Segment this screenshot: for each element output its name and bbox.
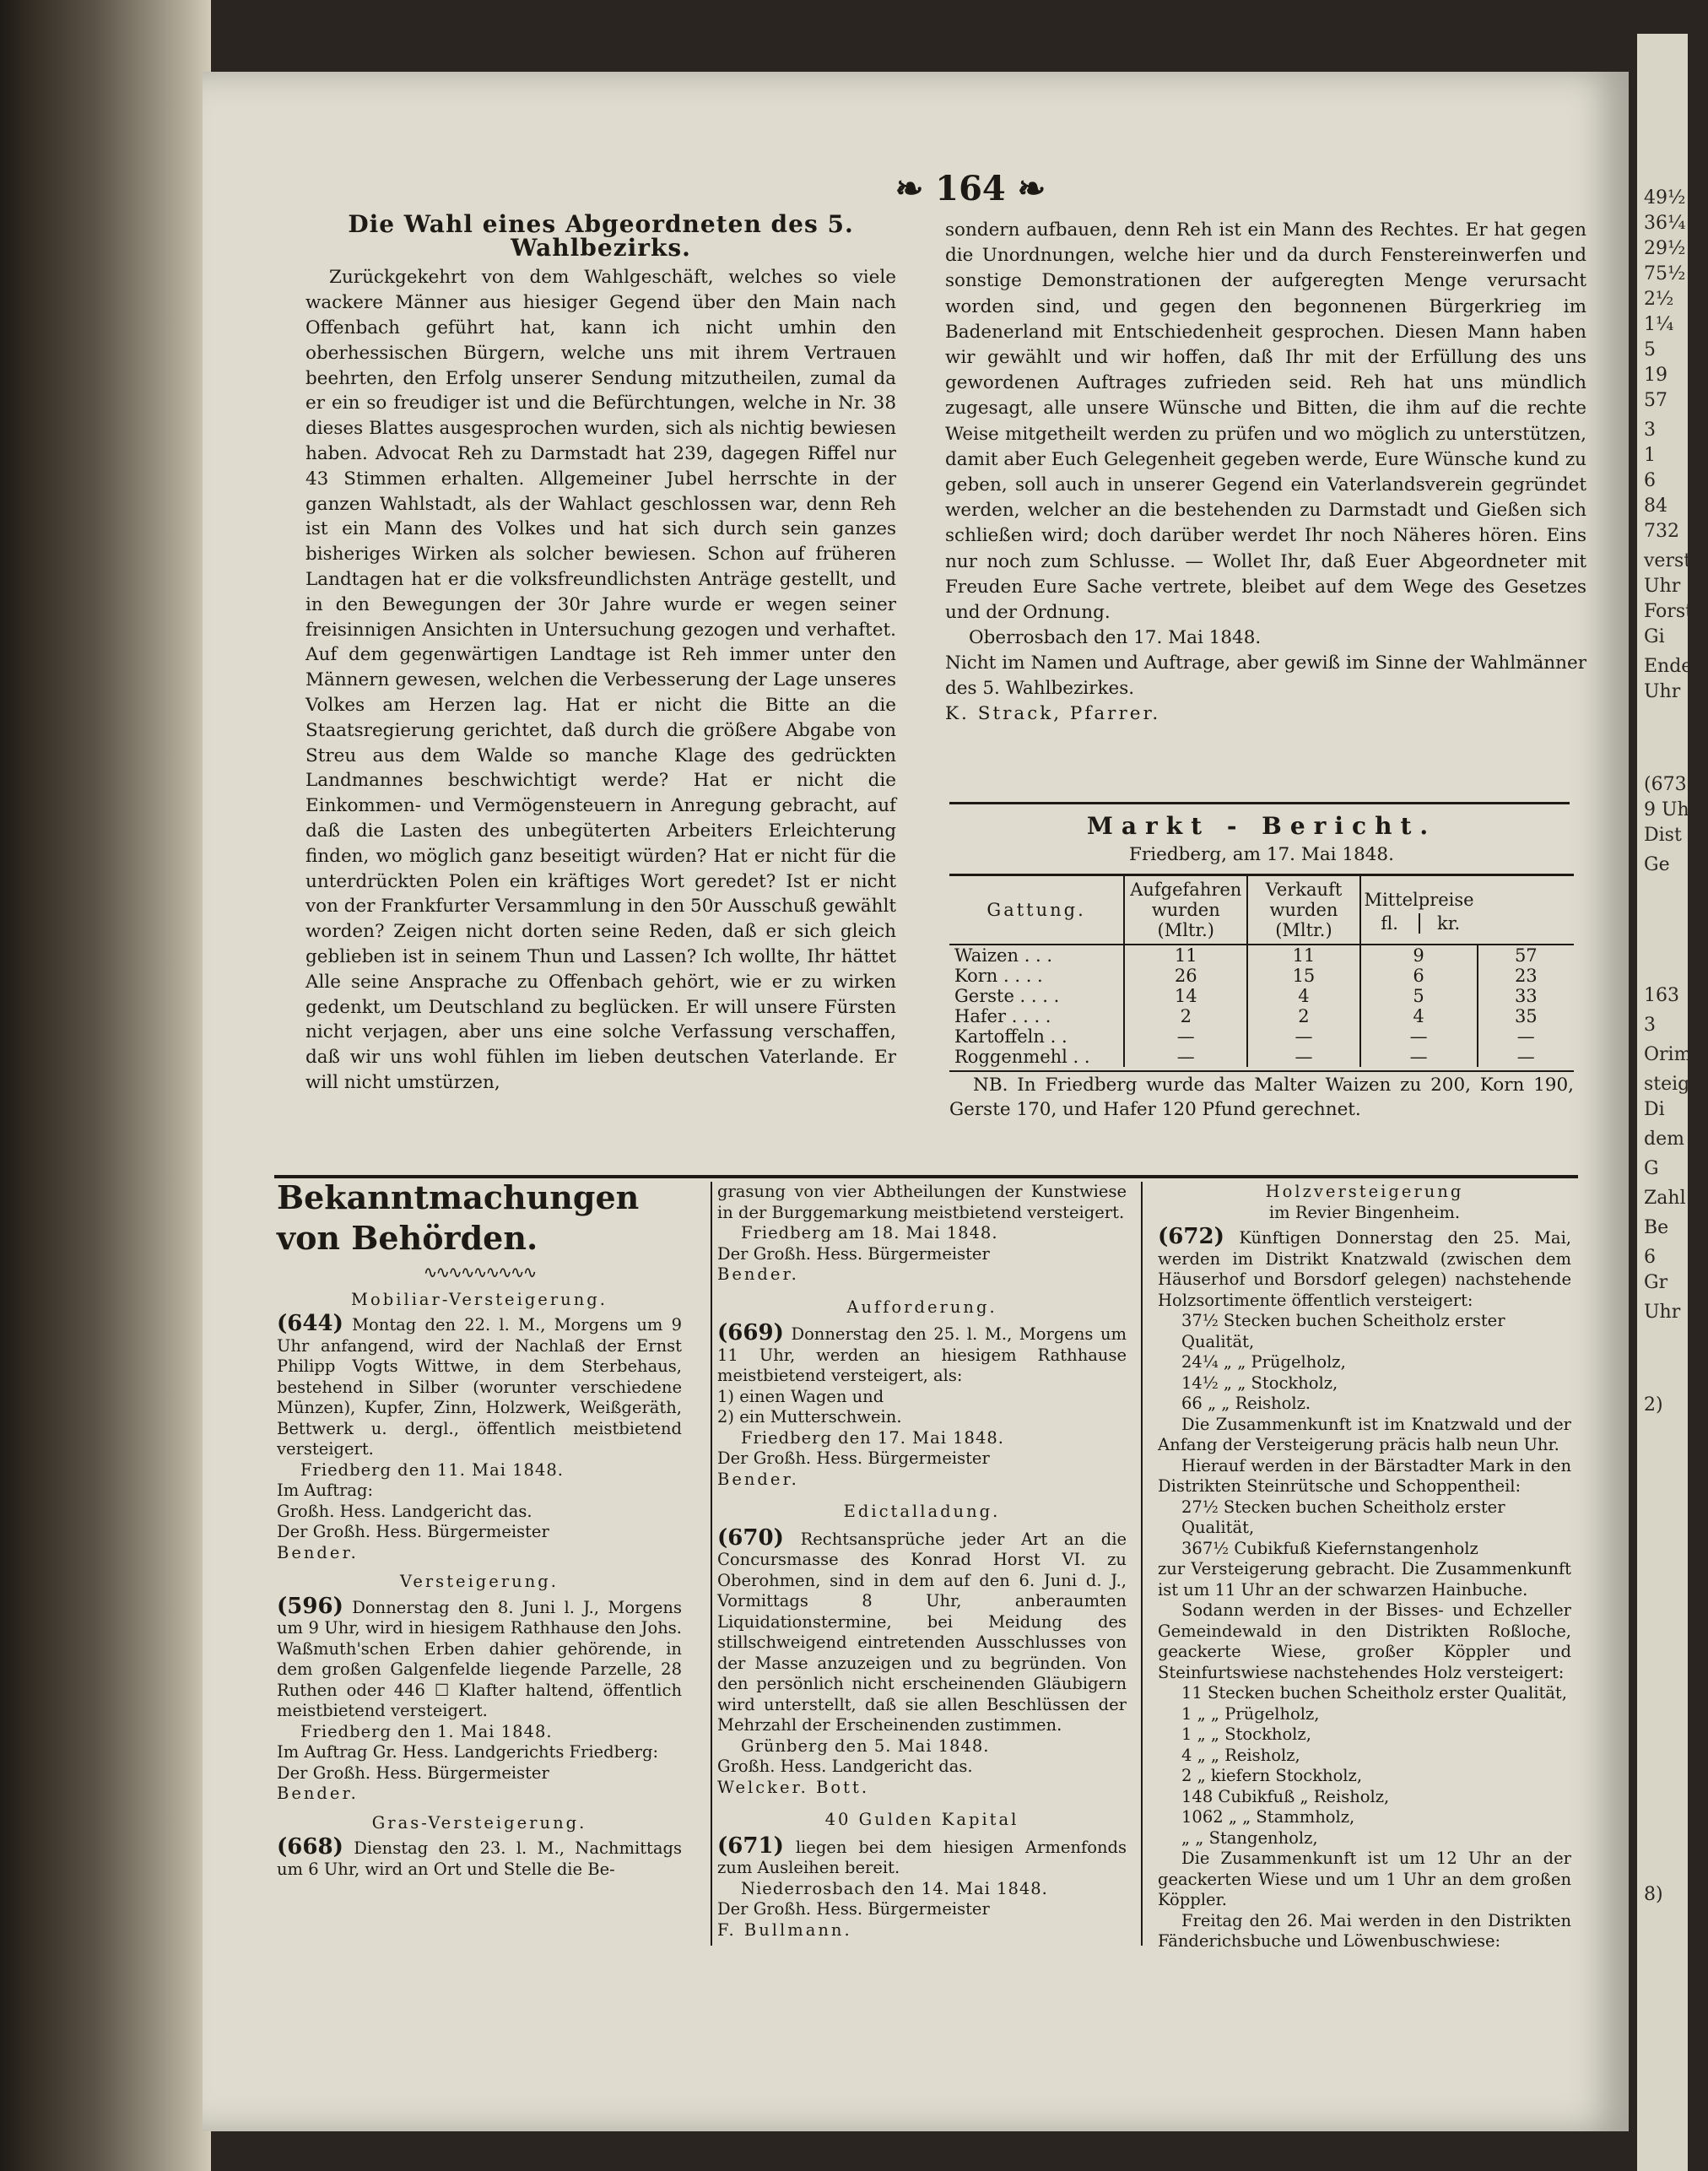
kapital-title: 40 Gulden Kapital [824, 1810, 1019, 1829]
market-cell-brought: 11 [1124, 945, 1247, 966]
market-cell-sold: 15 [1247, 966, 1359, 986]
market-row [949, 1026, 1574, 1047]
column-divider-2 [1141, 1182, 1143, 1946]
market-table-body [949, 945, 1574, 1067]
market-row [949, 1006, 1574, 1026]
header-avg [1360, 876, 1478, 945]
header-brought-label: Aufgefahren wurden (Mltr.) [1130, 880, 1242, 941]
mobiliar-title: Mobiliar-Versteigerung. [351, 1289, 608, 1309]
page-number: ❧ 164 ❧ [895, 169, 1046, 208]
article-closing: Nicht im Namen und Auftrage, aber gewiß im Sinne der Wahlmänner des 5. Wahlbezirkes. [945, 652, 1586, 700]
market-cell-sold: 2 [1247, 1006, 1359, 1026]
adjacent-page-fragment: Orim [1644, 1044, 1692, 1065]
market-table-bottom-rule [949, 1070, 1574, 1072]
market-cell-kr: 23 [1478, 966, 1574, 986]
notice-672-number: (672) [1158, 1224, 1224, 1249]
adjacent-page-fragment: verstei [1644, 550, 1708, 571]
adjacent-page-fragment: 163 [1644, 985, 1679, 1006]
wood-list-item: 1 „ „ Stockholz, [1181, 1724, 1311, 1744]
adjacent-page-fragment: 75½ [1644, 263, 1686, 284]
notice-644-date: Friedberg den 11. Mai 1848. [300, 1459, 564, 1480]
adjacent-page-fragment: G [1644, 1158, 1659, 1179]
notice-669-sig: Der Großh. Hess. Bürgermeister [717, 1448, 990, 1468]
market-cell-sold: 11 [1247, 945, 1359, 966]
market-row [949, 945, 1574, 966]
gras-title: Gras-Versteigerung. [371, 1812, 587, 1833]
market-cell-brought: — [1124, 1047, 1247, 1067]
notice-596-sig2: Der Großh. Hess. Bürgermeister [277, 1762, 549, 1783]
adjacent-page-fragment: Forst [1644, 601, 1693, 622]
holz-paragraph-5: Sodann werden in der Bisses- und Echzeller Gemeindewald in den Distrikten Roßloche, geackerte Wiese, großer Köppler und Steinfurtswiese nachstehendes Holz versteigert: [1158, 1600, 1571, 1682]
market-cell-kr: — [1478, 1026, 1574, 1047]
header-kind-label: Gattung. [986, 900, 1086, 921]
market-cell-name: Kartoffeln . . [954, 1026, 1068, 1048]
adjacent-page-fragment: Ende [1644, 656, 1693, 677]
market-subtitle: Friedberg, am 17. Mai 1848. [1129, 844, 1394, 866]
adjacent-page-fragment: 1¼ [1644, 314, 1674, 335]
adjacent-page-fragment: 2½ [1644, 289, 1674, 310]
adjacent-page-edge [1637, 34, 1708, 2171]
market-note: NB. In Friedberg wurde das Malter Waizen zu 200, Korn 190, Gerste 170, und Hafer 120 Pfund gerechnet. [949, 1075, 1574, 1120]
market-cell-sold: — [1247, 1026, 1359, 1047]
header-kr-label: kr. [1419, 913, 1478, 934]
adjacent-page-fragment: 36¼ [1644, 213, 1686, 234]
notices-column-3 [1158, 1182, 1571, 1952]
market-cell-name: Gerste . . . . [954, 986, 1060, 1007]
wood-list-item: 11 Stecken buchen Scheitholz erster Qualität, [1181, 1683, 1567, 1703]
notices-column-1 [277, 1178, 682, 1880]
holz-paragraph-3: Hierauf werden in der Bärstadter Mark in den Distrikten Steinrütsche und Schoppentheil: [1158, 1455, 1571, 1496]
holz-paragraph-2: Die Zusammenkunft ist im Knatzwald und der Anfang der Versteigerung präcis halb neun Uhr. [1158, 1414, 1571, 1454]
notice-668-continued: grasung von vier Abtheilungen der Kunstwiese in der Burggemarkung meistbietend versteigert. [717, 1182, 1127, 1222]
wood-list-item: 24¼ „ „ Prügelholz, [1181, 1352, 1346, 1372]
market-top-rule [949, 802, 1570, 804]
market-cell-name: Hafer . . . . [954, 1006, 1051, 1027]
notice-668-text: Dienstag den 23. l. M., Nachmittags um 6 Uhr, wird an Ort und Stelle die Be- [277, 1838, 682, 1879]
notice-668-sig: Der Großh. Hess. Bürgermeister [717, 1243, 990, 1264]
wood-list-3 [1158, 1683, 1571, 1849]
adjacent-page-fragment: 5 [1644, 339, 1656, 360]
notice-671-number: (671) [717, 1833, 784, 1859]
notice-644-sig2: Großh. Hess. Landgericht das. [277, 1501, 532, 1521]
adjacent-page-fragment: Gr [1644, 1272, 1668, 1293]
header-avg-label: Mittelpreise [1364, 890, 1474, 911]
market-cell-sold: — [1247, 1047, 1359, 1067]
wood-list-item: 66 „ „ Reisholz. [1181, 1394, 1311, 1413]
notice-596-sig3: Bender. [277, 1784, 359, 1803]
notice-670-number: (670) [717, 1524, 784, 1551]
market-row [949, 986, 1574, 1006]
adjacent-page-fragment: steige [1644, 1074, 1701, 1095]
notice-668-date: Friedberg am 18. Mai 1848. [741, 1223, 998, 1243]
notice-644-sig1: Im Auftrag: [277, 1481, 374, 1500]
market-cell-kr: — [1478, 1047, 1574, 1067]
column-divider-1 [711, 1182, 712, 1946]
market-cell-brought: 26 [1124, 966, 1247, 986]
adjacent-page-fragment: 29½ [1644, 238, 1686, 259]
notice-671-sig2: F. Bullmann. [717, 1919, 852, 1940]
header-avg-sub [1361, 913, 1478, 934]
market-cell-name: Waizen . . . [954, 945, 1053, 966]
notice-644-sig4: Bender. [277, 1542, 359, 1562]
book-edge [0, 0, 211, 2171]
notice-670-sig1: Großh. Hess. Landgericht das. [717, 1757, 973, 1776]
article-column-1 [305, 210, 896, 1096]
wood-list-1 [1158, 1311, 1571, 1415]
holz-paragraph-7: Freitag den 26. Mai werden in den Distrikten Fänderichsbuche und Löwenbuschwiese: [1158, 1910, 1571, 1951]
article-paragraph-1: Zurückgekehrt von dem Wahlgeschäft, welches so viele wackere Männer aus hiesiger Gegend über den Main nach Offenbach geführt hat, kann ich nicht umhin den oberhessischen Bürgern, welche uns mit ihrem Vertrauen beehrten, den Erfolg unserer Sendung mitzutheilen, zumal da er ein so freudiger ist und die Befürchtungen, welche in Nr. 38 dieses Blattes ausgesprochen wurden, sich als nichtig bewiesen haben. Advocat Reh zu Darmstadt hat 239, dagegen Riffel nur 43 Stimmen erhalten. Allgemeiner Jubel herrschte in der ganzen Wahlstadt, als der Wahlact geschlossen war, denn Reh ist ein Mann des Volkes und hat sich durch sein ganzes bisheriges Wirken als solcher bewiesen. Schon auf früheren Landtagen hat er die volksfreundlichsten Anträge gestellt, und in den Bewegungen der 30r Jahre wurde er wegen seiner freisinnigen Ansichten in Untersuchung gezogen und verhaftet. Auf dem gegenwärtigen Landtage ist Reh immer unter den Männern gewesen, welchen die Verbesserung der Lage unseres Volkes am Herzen lag. Hat er nicht die Bitte an die Staatsregierung gerichtet, daß durch die größere Abgabe von Streu aus dem Walde so manche Klage des gedrückten Landmannes beschwichtigt werde? Hat er nicht die Einkommen- und Vermögensteuern in Anregung gebracht, auf daß die Lasten des unbegüterten Arbeiters Erleichterung finden, wo möglich ganz beseitigt würden? Hat er nicht für die unterdrückten Polen ein kräftiges Wort geredet? Ist er nicht von der Frankfurter Versammlung in den 50r Ausschuß gewählt worden? Zeigen nicht dorten seine Reden, daß er sich gleich geblieben ist in seinem Thun und Lassen? Ich wollte, Ihr hättet Alle seine Ansprache zu Offenbach gehört, wie er zu wirken gedenkt, um Deutschland zu beglücken. Er will unsere Fürsten nicht verjagen, aber uns eine solche Verfassung verschaffen, daß wir uns wohl fühlen im lieben deutschen Vaterlande. Er will nicht umstürzen, [305, 267, 896, 1093]
page-number-value: 164 [935, 169, 1006, 208]
market-cell-kr: 33 [1478, 986, 1574, 1006]
holz-subtitle: im Revier Bingenheim. [1268, 1202, 1461, 1222]
adjacent-page-fragment: Di [1644, 1099, 1665, 1120]
adjacent-page-fragment: 49½ [1644, 187, 1686, 208]
notice-670-text: Rechtsansprüche jeder Art an die Concursmasse des Konrad Horst VI. zu Oberohmen, sind in dem auf den 6. Juni d. J., Vormittags 8 Uhr, anberaumten Liquidationstermine, bei Meidung des stillschweigend eintretenden Ausschlusses von der Masse anzuzeigen und zu begründen. Von den persönlich nicht erscheinenden Gläubigern wird unterstellt, daß sie allen Beschlüssen der Mehrzahl der Erscheinenden zustimmen. [717, 1529, 1127, 1735]
adjacent-page-fragment: dem ( [1644, 1129, 1698, 1150]
article-title: Die Wahl eines Abgeordneten des 5. Wahlbezirks. [348, 210, 854, 263]
wood-list-item: 37½ Stecken buchen Scheitholz erster Qualität, [1181, 1311, 1505, 1351]
market-cell-fl: 4 [1360, 1006, 1478, 1026]
adjacent-page-fragment: 57 [1644, 390, 1667, 411]
holz-title: Holzversteigerung [1265, 1182, 1464, 1201]
notices-heading: Bekanntmachungen von Behörden. [277, 1178, 640, 1257]
notice-669-date: Friedberg den 17. Mai 1848. [741, 1427, 1004, 1448]
article-paragraph-2: sondern aufbauen, denn Reh ist ein Mann des Rechtes. Er hat gegen die Unordnungen, welche hier und da durch Fenstereinwerfen und sonstige Demonstrationen der aufgeregten Menge verursacht worden sind, und gegen den begonnenen Bürgerkrieg im Badenerland mit Entschiedenheit gesprochen. Diesen Mann haben wir gewählt und wir hoffen, daß Ihr mit der Erfüllung des uns gewordenen Auftrages zufrieden seid. Reh hat uns mündlich zugesagt, alle unsere Wünsche und Bitten, die ihm auf die rechte Weise mitgetheilt werden zu prüfen und wo möglich zu unterstützen, damit aber Euch Gelegenheit gegeben werde, Eure Wünsche kund zu geben, soll auch in unserer Gegend ein Vaterlandsverein gegründet werden, welcher an die bestehenden zu Darmstadt und Gießen sich schließen wird; doch darüber werdet Ihr noch Näheres hören. Eins nur noch zum Schlusse. — Wollet Ihr, daß Euer Abgeordneter mit Freuden Eure Sache vertrete, bleibet auf dem Wege des Gesetzes und der Ordnung. [945, 219, 1586, 624]
header-kind [949, 876, 1124, 945]
adjacent-page-fragment: 3 [1644, 1015, 1656, 1036]
market-cell-fl: — [1360, 1026, 1478, 1047]
adjacent-page-fragment: Be [1644, 1217, 1669, 1238]
market-cell-sold: 4 [1247, 986, 1359, 1006]
market-report [949, 812, 1574, 1122]
adjacent-page-fragment: Uhr [1644, 1302, 1681, 1323]
adjacent-page-fragment: 6 [1644, 1247, 1656, 1268]
adjacent-page-fragment: 84 [1644, 495, 1667, 517]
notice-644-sig3: Der Großh. Hess. Bürgermeister [277, 1522, 549, 1541]
adjacent-page-fragment: Zahl [1644, 1188, 1686, 1209]
adjacent-page-fragment: 8) [1644, 1884, 1663, 1905]
squiggle-ornament: ∿∿∿∿∿∿∿∿∿ [423, 1262, 536, 1282]
adjacent-page-fragment: 19 [1644, 365, 1667, 386]
market-cell-fl: 6 [1360, 966, 1478, 986]
wood-list-item: 1062 „ „ Stammholz, [1181, 1807, 1355, 1827]
market-cell-fl: 5 [1360, 986, 1478, 1006]
wood-list-item: 14½ „ „ Stockholz, [1181, 1372, 1338, 1393]
notice-670-date: Grünberg den 5. Mai 1848. [741, 1735, 990, 1756]
adjacent-page-fragment: Dist [1644, 825, 1682, 846]
market-table-top-rule [949, 874, 1574, 876]
notice-669-item1: 1) einen Wagen und [717, 1386, 884, 1406]
market-cell-brought: — [1124, 1026, 1247, 1047]
market-cell-kr: 35 [1478, 1006, 1574, 1026]
header-brought [1124, 876, 1247, 945]
notices-column-2 [717, 1182, 1127, 1941]
notice-669-sigb: Bender. [717, 1469, 799, 1489]
article-signature: K. Strack, Pfarrer. [945, 703, 1161, 725]
adjacent-page-fragment: 9 Uhr [1644, 799, 1699, 820]
notice-671-text: liegen bei dem hiesigen Armenfonds zum Ausleihen bereit. [717, 1837, 1127, 1877]
notice-671-sig1: Der Großh. Hess. Bürgermeister [717, 1899, 990, 1919]
market-row [949, 1047, 1574, 1067]
header-fl-label: fl. [1381, 913, 1398, 934]
market-cell-brought: 14 [1124, 986, 1247, 1006]
notice-644-text: Montag den 22. l. M., Morgens um 9 Uhr anfangend, wird der Nachlaß der Ernst Philipp Vogts Wittwe, in dem Sterbehaus, bestehend in Silber (worunter verschiedene Münzen), Kupfer, Zinn, Holzwerk, Weißgeräth, Bettwerk u. dergl., öffentlich meistbietend versteigert. [277, 1315, 682, 1459]
wood-list-item: 367½ Cubikfuß Kiefernstangenholz [1181, 1538, 1478, 1558]
market-cell-fl: 9 [1360, 945, 1478, 966]
adjacent-page-fragment: 732 [1644, 521, 1679, 542]
market-cell-name: Korn . . . . [954, 966, 1043, 987]
notice-669-number: (669) [717, 1320, 784, 1345]
adjacent-page-fragment: Uhr [1644, 681, 1681, 702]
market-cell-kr: 57 [1478, 945, 1574, 966]
header-sold [1247, 876, 1359, 945]
wood-list-2 [1158, 1497, 1571, 1560]
wood-list-item: 148 Cubikfuß „ Reisholz, [1181, 1786, 1390, 1806]
adjacent-page-fragment: 3 [1644, 420, 1656, 441]
wood-list-item: 4 „ „ Reisholz, [1181, 1745, 1300, 1765]
notice-669-text: Donnerstag den 25. l. M., Morgens um 11 Uhr, werden an hiesigem Rathhause meistbietend versteigert, als: [717, 1324, 1127, 1385]
article-column-2 [945, 218, 1586, 727]
notice-669-item2: 2) ein Mutterschwein. [717, 1407, 902, 1427]
adjacent-page-fragment: 1 [1644, 445, 1656, 466]
market-table [949, 876, 1574, 1067]
holz-paragraph-6: Die Zusammenkunft ist um 12 Uhr an der geackerten Wiese und um 1 Uhr an dem großen Köppler. [1158, 1849, 1571, 1909]
wood-list-item: 27½ Stecken buchen Scheitholz erster Qualität, [1181, 1497, 1505, 1537]
notice-670-sig2: Welcker. Bott. [717, 1777, 870, 1797]
aufforderung-title: Aufforderung. [846, 1297, 997, 1317]
notice-672-text: Künftigen Donnerstag den 25. Mai, werden im Distrikt Knatzwald (zwischen dem Häuserhof und Borsdorf gelegen) nachstehende Holzsortimente öffentlich versteigert: [1158, 1228, 1571, 1310]
notice-596-text: Donnerstag den 8. Juni l. J., Morgens um 9 Uhr, wird in hiesigem Rathhause den Johs. Waßmuth'schen Erben dahier gehörende, in dem großen Galgenfelde liegende Parzelle, 28 Ruthen oder 446 ☐ Klafter haltend, öffentlich meistbietend versteigert. [277, 1597, 682, 1720]
market-title: Markt - Bericht. [1086, 812, 1437, 840]
notice-668-number: (668) [277, 1834, 343, 1860]
wood-list-item: 1 „ „ Prügelholz, [1181, 1703, 1320, 1724]
notice-596-number: (596) [277, 1593, 343, 1619]
header-sold-label: Verkauft wurden (Mltr.) [1265, 880, 1343, 941]
notice-644-number: (644) [277, 1311, 343, 1336]
notice-668-sigb: Bender. [717, 1264, 799, 1284]
market-cell-brought: 2 [1124, 1006, 1247, 1026]
adjacent-page-fragment: Ge [1644, 854, 1670, 875]
adjacent-page-fragment: Uhr [1644, 576, 1681, 597]
wood-list-item: „ „ Stangenholz, [1181, 1827, 1318, 1848]
market-cell-fl: — [1360, 1047, 1478, 1067]
adjacent-page-fragment: Gi [1644, 626, 1665, 647]
adjacent-page-fragment: (673) [1644, 774, 1694, 795]
holz-paragraph-4: zur Versteigerung gebracht. Die Zusammenkunft ist um 11 Uhr an der schwarzen Hainbuche. [1158, 1559, 1571, 1600]
notice-596-sig1: Im Auftrag Gr. Hess. Landgerichts Friedberg: [277, 1742, 659, 1762]
notice-596-date: Friedberg den 1. Mai 1848. [300, 1721, 553, 1741]
versteigerung-title: Versteigerung. [400, 1572, 559, 1591]
wood-list-item: 2 „ kiefern Stockholz, [1181, 1766, 1363, 1785]
adjacent-page-fragment: 2) [1644, 1394, 1663, 1416]
notice-671-date: Niederrosbach den 14. Mai 1848. [741, 1878, 1048, 1898]
market-row [949, 966, 1574, 986]
article-dateline: Oberrosbach den 17. Mai 1848. [969, 627, 1262, 649]
market-cell-name: Roggenmehl . . [954, 1047, 1090, 1068]
edict-title: Edictalladung. [843, 1502, 1001, 1521]
adjacent-page-fragment: 6 [1644, 470, 1656, 491]
